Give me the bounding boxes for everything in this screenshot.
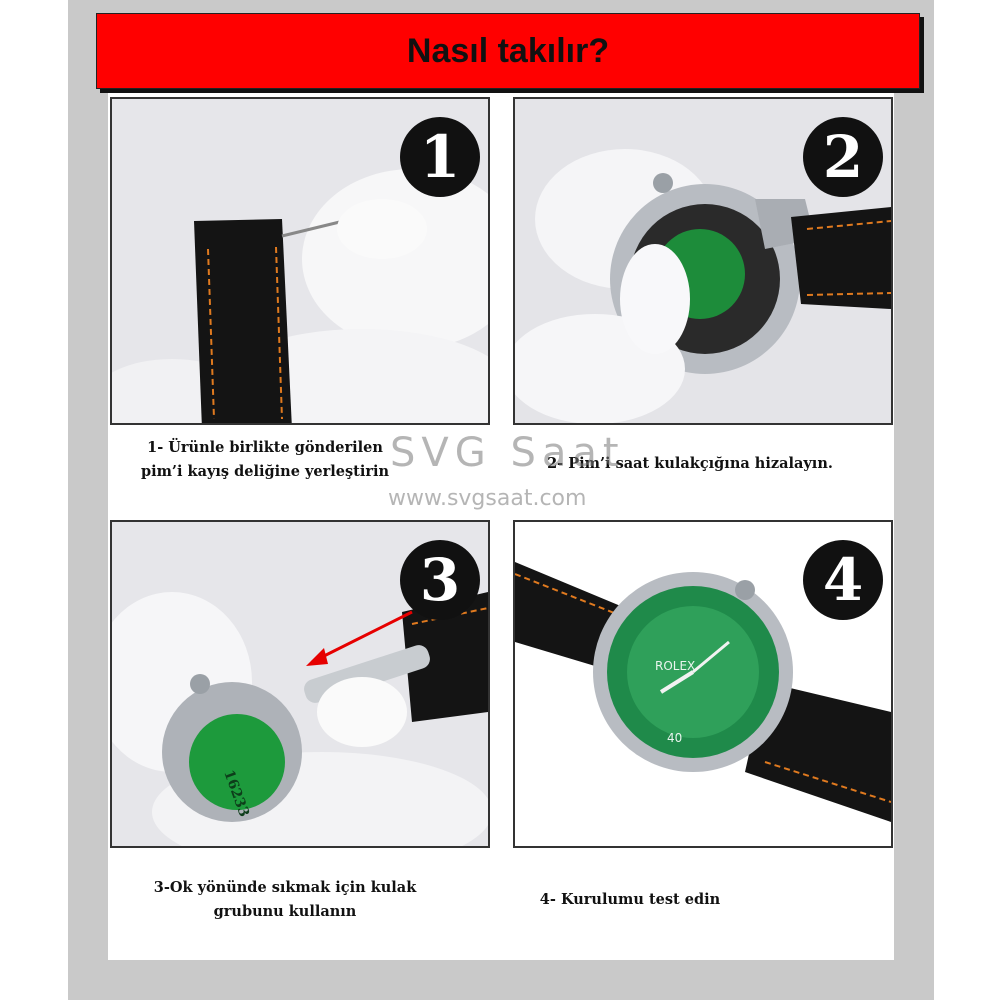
caseback-engraving: 16233 [220,767,252,820]
page-title: Nasıl takılır? [406,31,610,70]
step-3-caption: 3-Ok yönünde sıkmak için kulak grubunu kullanın [153,879,417,920]
step-1-caption: 1- Ürünle birlikte gönderilen pim’i kayış deliğine yerleştirin [140,439,390,480]
step-number-badge: 3 [400,540,480,620]
step-1-image [110,97,490,425]
bezel-marker-text: 40 [667,731,683,745]
step-4-caption: 4- Kurulumu test edin [539,891,721,908]
step-3-image [110,520,490,848]
watermark-url: www.svgsaat.com [388,486,587,511]
watermark-brand: SVG Saat [390,430,625,476]
dial-brand-text: ROLEX [655,659,696,673]
step-4-image [513,520,893,848]
step-number-badge: 2 [803,117,883,197]
step-2-caption: 2- Pim’i saat kulakçığına hizalayın. [547,455,833,472]
step-2-image [513,97,893,425]
step-number-badge: 4 [803,540,883,620]
step-number-badge: 1 [400,117,480,197]
title-banner [96,13,920,89]
